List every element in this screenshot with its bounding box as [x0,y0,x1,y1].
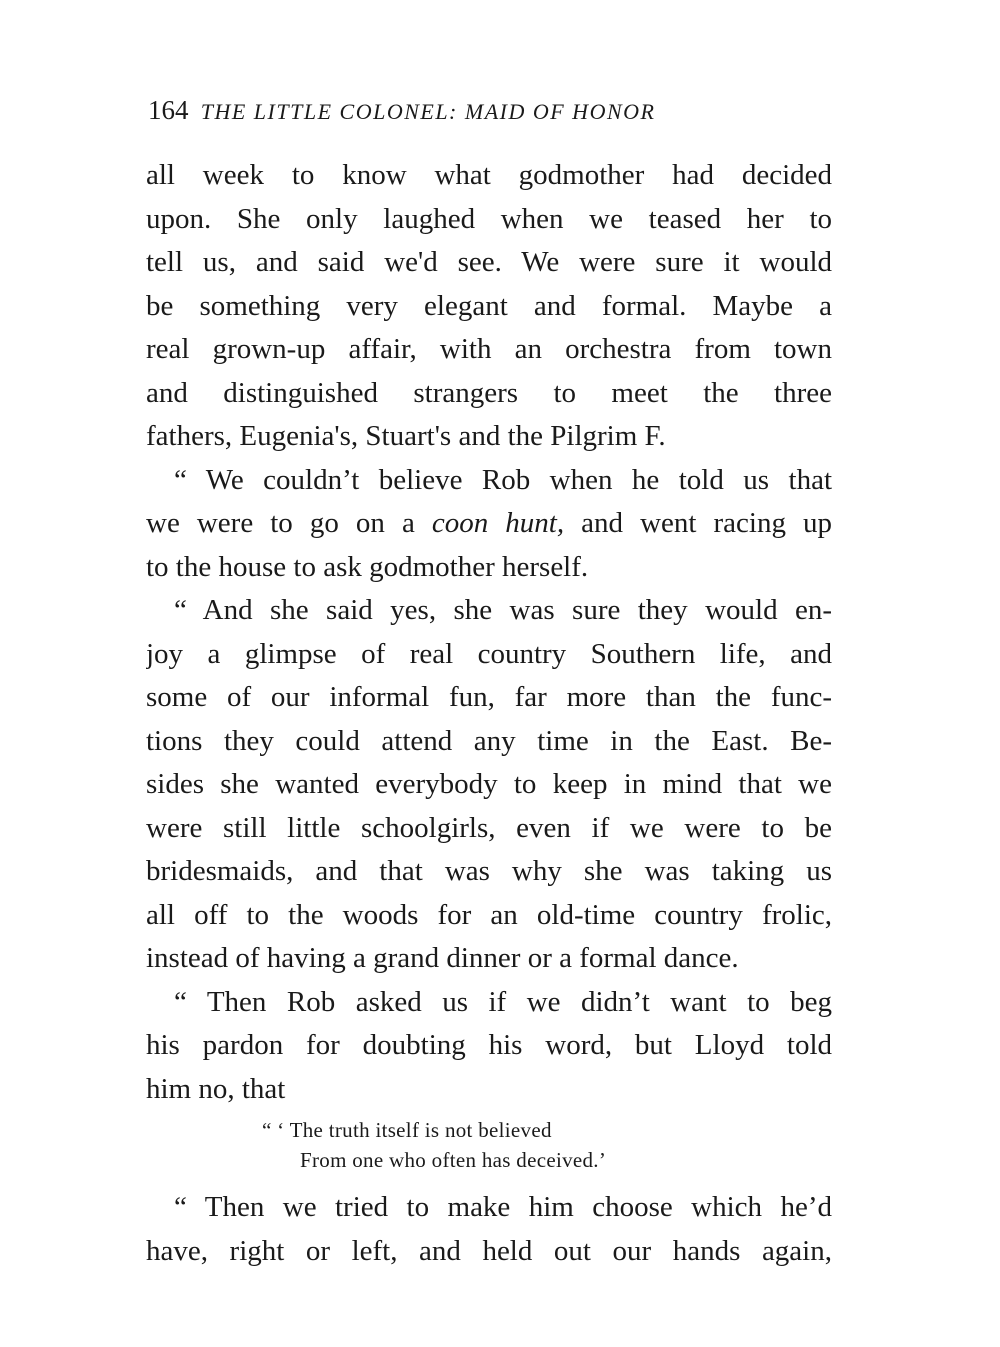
text-line: all off to the woods for an old-time country frolic, [146,898,832,931]
text-fragment: and went racing up [564,507,832,539]
text-line: some of our informal fun, far more than the func- [146,681,832,713]
text-line: real grown-up affair, with an orchestra from town [146,333,832,365]
text-line: be something very elegant and formal. Maybe a [146,289,832,322]
running-title: THE LITTLE COLONEL: MAID OF HONOR [200,99,656,124]
text-line: bridesmaids, and that was why she was taking us [146,855,832,887]
body-text-continued [146,1186,832,1273]
text-line: “ We couldn’t believe Rob when he told us that [174,463,832,496]
text-line: tell us, and said we'd see. We were sure it would [146,246,832,278]
text-line: fathers, Eugenia's, Stuart's and the Pilgrim F. [146,420,666,452]
text-line: all week to know what godmother had decided [146,159,832,191]
text-line: were still little schoolgirls, even if we were to be [146,811,832,844]
text-line: and distinguished strangers to meet the three [146,376,832,409]
text-line: “ Then Rob asked us if we didn’t want to beg [174,985,832,1018]
text-line: sides she wanted everybody to keep in mind that we [146,768,832,800]
text-line: “ And she said yes, she was sure they would en- [174,594,832,626]
running-head [148,92,838,130]
verse-quote [262,1115,682,1175]
text-line: his pardon for doubting his word, but Lloyd told [146,1029,832,1061]
italic-phrase: coon hunt, [431,507,565,539]
page-number: 164 [148,95,189,125]
text-line: upon. She only laughed when we teased her to [146,202,832,235]
text-fragment: we were to go on a [146,507,432,539]
body-text [146,154,832,1111]
text-line: tions they could attend any time in the East. Be- [146,724,832,757]
verse-line: From one who often has deceived.’ [300,1148,607,1172]
text-line: him no, that [146,1072,286,1105]
text-line [146,502,832,546]
text-line: have, right or left, and held out our hands again, [146,1234,832,1267]
verse-line: “ ‘ The truth itself is not believed [262,1118,552,1142]
text-line: instead of having a grand dinner or a formal dance. [146,942,739,974]
text-line: “ Then we tried to make him choose which he’d [174,1191,832,1223]
text-line: joy a glimpse of real country Southern life, and [146,637,832,670]
text-line: to the house to ask godmother herself. [146,550,589,583]
